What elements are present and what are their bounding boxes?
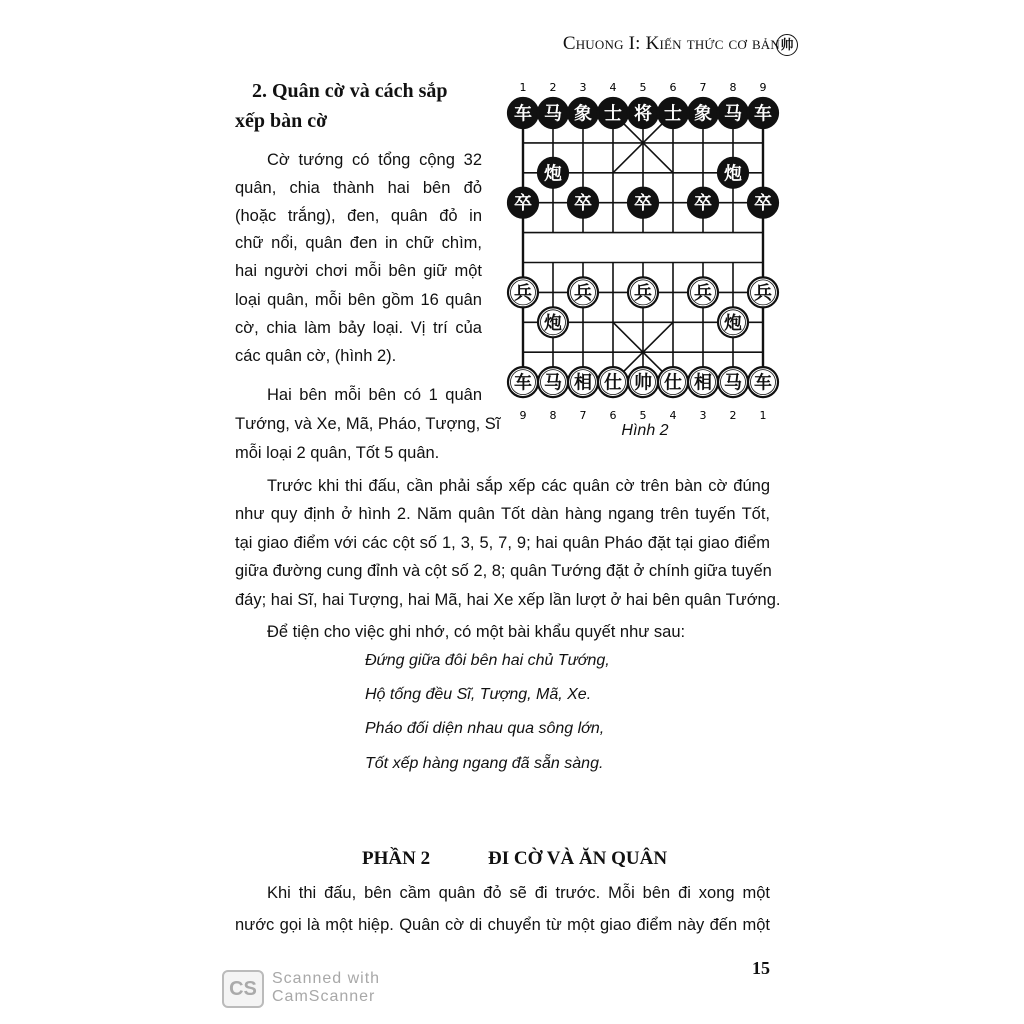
figure-caption: Hình 2 [621,422,669,439]
red-piece [628,367,658,397]
piece-label: 兵 [574,282,592,304]
part-label: PHẦN 2 [362,848,431,869]
black-piece [508,188,538,218]
black-piece [688,188,718,218]
black-piece [598,98,628,128]
file-number-top: 3 [579,81,587,94]
black-piece [658,98,688,128]
black-piece [748,98,778,128]
piece-label: 帅 [634,372,652,394]
text-line: cờ, chia làm bảy loại. Vị trí của [235,319,482,337]
piece-label: 将 [634,103,652,125]
file-number-top: 8 [729,81,737,94]
file-number-top: 1 [519,81,527,94]
red-piece [688,277,718,307]
text-line: đáy; hai Sĩ, hai Tượng, hai Mã, hai Xe xếp lần lượt ở hai bên quân Tướng. [235,591,781,609]
text-line: mỗi loại 2 quân, Tốt 5 quân. [235,444,440,462]
text-line: (hoặc trắng), đen, quân đỏ in [235,207,482,225]
part-title: ĐI CỜ VÀ ĂN QUÂN [488,848,668,869]
text-line: Trước khi thi đấu, cần phải sắp xếp các quân cờ trên bàn cờ đúng [267,477,770,495]
text-line: quân, chia thành hai bên đỏ [235,179,482,197]
file-number-top: 4 [609,81,617,94]
text-line: Đứng giữa đôi bên hai chủ Tướng, [365,652,610,669]
file-number-bottom: 5 [639,409,647,420]
text-line: Khi thi đấu, bên cầm quân đỏ sẽ đi trước. Mỗi bên đi xong một [267,884,770,902]
piece-label: 卒 [574,193,592,215]
camscanner-logo: CS [222,970,264,1008]
file-number-top: 7 [699,81,707,94]
file-number-bottom: 8 [549,409,557,420]
black-piece [718,98,748,128]
text-line: loại quân, mỗi bên gồm 16 quân [235,291,482,309]
piece-label: 炮 [544,163,562,185]
text-line: Cờ tướng có tổng cộng 32 [267,151,482,169]
text-line: tại giao điểm với các cột số 1, 3, 5, 7, 9; hai quân Pháo đặt tại giao điểm [235,534,770,552]
piece-label: 卒 [514,193,532,215]
text-line: như quy định ở hình 2. Năm quân Tốt dàn hàng ngang trên tuyến Tốt, [235,505,770,523]
section-heading-line: 2. Quân cờ và cách sắp [252,80,448,102]
piece-label: 士 [664,103,682,125]
text-line: Tướng, và Xe, Mã, Pháo, Tượng, Sĩ [235,415,501,433]
text-line: nước gọi là một hiệp. Quân cờ di chuyển từ một giao điểm này đến một [235,916,770,934]
piece-label: 炮 [724,163,742,185]
piece-label: 仕 [604,372,622,394]
black-piece [628,98,658,128]
file-number-top: 6 [669,81,677,94]
black-piece [568,188,598,218]
piece-label: 炮 [544,312,562,334]
piece-label: 仕 [664,372,682,394]
black-piece [538,158,568,188]
text-line: Hai bên mỗi bên có 1 quân [267,386,482,404]
file-number-bottom: 3 [699,409,707,420]
black-piece [508,98,538,128]
piece-label: 马 [544,372,562,394]
black-piece [688,98,718,128]
red-piece [748,277,778,307]
piece-label: 兵 [634,282,652,304]
file-number-top: 9 [759,81,767,94]
file-number-bottom: 1 [759,409,767,420]
text-line: Tốt xếp hàng ngang đã sẵn sàng. [365,755,604,772]
piece-label: 兵 [694,282,712,304]
piece-label: 士 [604,103,622,125]
chess-board-figure [495,75,795,420]
piece-label: 卒 [694,193,712,215]
file-number-bottom: 6 [609,409,617,420]
red-piece [688,367,718,397]
red-piece [538,367,568,397]
piece-label: 马 [724,372,742,394]
general-piece-icon: 帅 [776,34,798,56]
text-line: các quân cờ, (hình 2). [235,347,397,365]
page-number: 15 [752,958,770,978]
text-line: hai người chơi mỗi bên giữ một [235,262,482,280]
red-piece [628,277,658,307]
watermark-line: CamScanner [272,988,376,1005]
red-piece [718,307,748,337]
black-piece [718,158,748,188]
black-piece [538,98,568,128]
section-heading-line: xếp bàn cờ [235,110,328,132]
text-line: Pháo đối diện nhau qua sông lớn, [365,720,605,737]
black-piece [568,98,598,128]
file-number-bottom: 2 [729,409,737,420]
file-number-top: 2 [549,81,557,94]
red-piece [508,367,538,397]
text-line: chữ nổi, quân đen in chữ chìm, [235,234,482,252]
piece-label: 相 [694,372,712,394]
camscanner-watermark [272,970,380,1006]
piece-label: 相 [574,372,592,394]
piece-label: 车 [514,103,532,125]
black-piece [748,188,778,218]
red-piece [508,277,538,307]
watermark-line: Scanned with [272,970,381,987]
black-piece [628,188,658,218]
file-number-bottom: 4 [669,409,677,420]
text-line: Để tiện cho việc ghi nhớ, có một bài khẩu quyết như sau: [267,623,686,641]
piece-label: 车 [754,103,772,125]
file-number-bottom: 9 [519,409,527,420]
file-number-bottom: 7 [579,409,587,420]
piece-label: 兵 [754,282,772,304]
file-number-top: 5 [639,81,647,94]
piece-label: 车 [754,372,772,394]
piece-label: 象 [574,103,592,125]
piece-label: 炮 [724,312,742,334]
piece-label: 卒 [754,193,772,215]
red-piece [718,367,748,397]
text-line: giữa đường cung đỉnh và cột số 2, 8; quân Tướng đặt ở chính giữa tuyến [235,562,772,580]
red-piece [748,367,778,397]
piece-label: 马 [724,103,742,125]
red-piece [568,277,598,307]
chapter-header: Chuong I: Kiến thức cơ bản [562,33,780,54]
red-piece [598,367,628,397]
red-piece [658,367,688,397]
piece-label: 车 [514,372,532,394]
red-piece [568,367,598,397]
text-line: Hộ tống đều Sĩ, Tượng, Mã, Xe. [365,686,592,703]
piece-label: 象 [694,103,712,125]
piece-label: 兵 [514,282,532,304]
piece-label: 卒 [634,193,652,215]
red-piece [538,307,568,337]
piece-label: 马 [544,103,562,125]
